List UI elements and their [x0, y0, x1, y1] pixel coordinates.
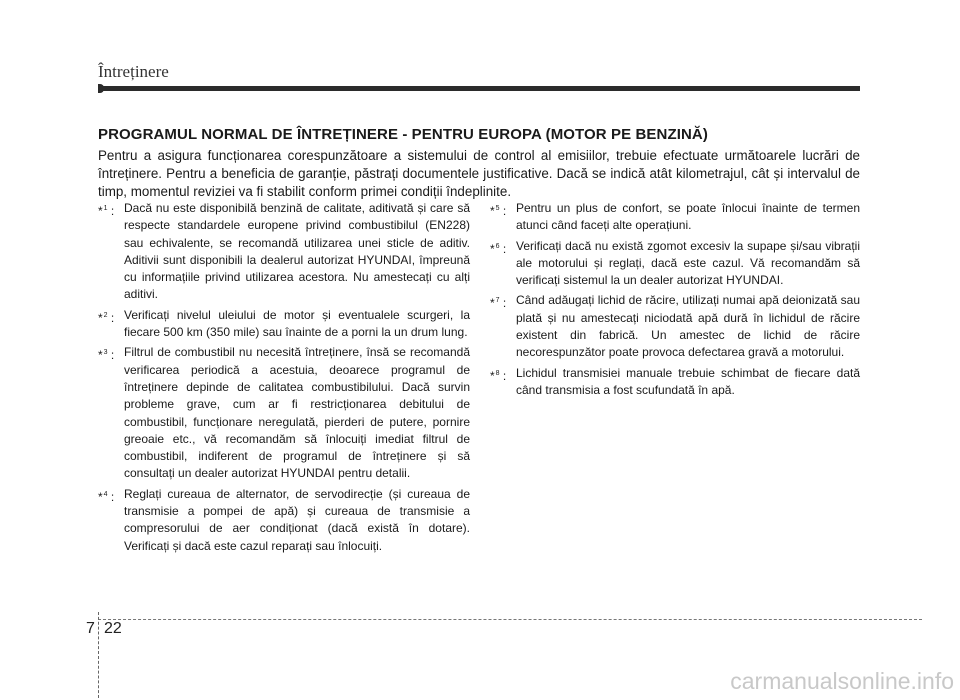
- header-rule-cap: [98, 84, 104, 93]
- footnote-marker: *$^3$ :: [98, 348, 115, 363]
- footnote-text: Verificați nivelul uleiului de motor și eventualele scurgeri, la fiecare 500 km (350 mile) sau înainte de a porni la un drum lung.: [124, 307, 470, 340]
- footnote-text: Reglați cureaua de alternator, de servodirecție (și cureaua de transmisie a pompei de apă) și cureaua de transmisie a compresorului de aer condiționat (dacă există în dotare). Verificați și dacă este cazul reparați sau înlocuiți.: [124, 486, 470, 553]
- footnote: [98, 344, 470, 482]
- section-heading: PROGRAMUL NORMAL DE ÎNTREȚINERE - PENTRU EUROPA (MOTOR PE BENZINĂ): [98, 126, 708, 143]
- header-rule: [98, 86, 860, 91]
- notes-left-column: [98, 200, 470, 558]
- section-intro: Pentru a asigura funcționarea corespunzătoare a sistemului de control al emisiilor, trebuie efectuate următoarele lucrări de întreținere. Pentru a beneficia de garanție, păstrați documentele justificative. Dacă se indică atât kilometrajul, cât și intervalul de timp, momentul reviziei va fi stabilit conform primei condiții îndeplinite.: [98, 148, 860, 199]
- footer-divider: [98, 612, 99, 698]
- page-header-title: Întreținere: [98, 62, 169, 81]
- footnote-text: Lichidul transmisiei manuale trebuie schimbat de fiecare dată când transmisia a fost scufundată în apă.: [516, 365, 860, 397]
- footnote-marker: *$^4$ :: [98, 489, 115, 504]
- footnote-text: Pentru un plus de confort, se poate înlocui înainte de termen atunci când faceți alte operațiuni.: [516, 201, 860, 233]
- footnote: [490, 292, 860, 361]
- footnote: [490, 200, 860, 235]
- footnote-marker: *$^5$ :: [490, 204, 507, 218]
- watermark: carmanualsonline.info: [730, 668, 954, 694]
- footnote-marker: *$^6$ :: [490, 241, 507, 256]
- footnote: [98, 486, 470, 555]
- footnote-text: Când adăugați lichid de răcire, utilizați numai apă deionizată sau plată și nu amestecați niciodată apă dură în lichidul de răcire existent din fabrică. Un amestec de lichid de răcire necorespunzător poate provoca defectarea gravă a motorului.: [516, 293, 860, 360]
- footnote-marker: *$^7$ :: [490, 296, 507, 311]
- footnote: [98, 200, 470, 304]
- footnote-text: Verificați dacă nu există zgomot excesiv la supape și/sau vibrații ale motorului și reglați, dacă este cazul. Vă recomandăm să verificați sistemul la un dealer autorizat HYUNDAI.: [516, 238, 860, 288]
- footnote-marker: *$^2$ :: [98, 310, 115, 325]
- footnote-marker: *$^1$ :: [98, 204, 115, 218]
- footnote: [98, 307, 470, 342]
- notes-right-column: [490, 200, 860, 402]
- footnote-text: Dacă nu este disponibilă benzină de calitate, aditivată și care să respecte standardele europene privind combustibilul (EN228) sau echivalente, se recomandă utilizarea unei sticle de aditiv. Aditivii sunt disponibili la dealerul autorizat HYUNDAI, împreună cu informațiile privind utilizarea acestora. Nu amestecați cu alți aditivi.: [124, 201, 470, 302]
- footer-rule: [98, 619, 922, 620]
- chapter-number: 7: [86, 620, 95, 637]
- page-number: 22: [104, 620, 122, 637]
- footnote-text: Filtrul de combustibil nu necesită întreținere, însă se recomandă verificarea periodică a acestuia, deoarece programul de întreținere depinde de calitatea combustibilului. Dacă survin probleme grave, cum ar fi restricționarea debitului de combustibil, funcționare neregulată, pierderi de putere, pornire greoaie etc., vă recomandăm să înlocuiți imediat filtrul de combustibil, indiferent de programul de întreținere și să consultați un dealer autorizat HYUNDAI pentru detalii.: [124, 345, 470, 481]
- footnote-marker: *$^8$ :: [490, 368, 507, 383]
- footnote: [490, 238, 860, 290]
- footnote: [490, 365, 860, 400]
